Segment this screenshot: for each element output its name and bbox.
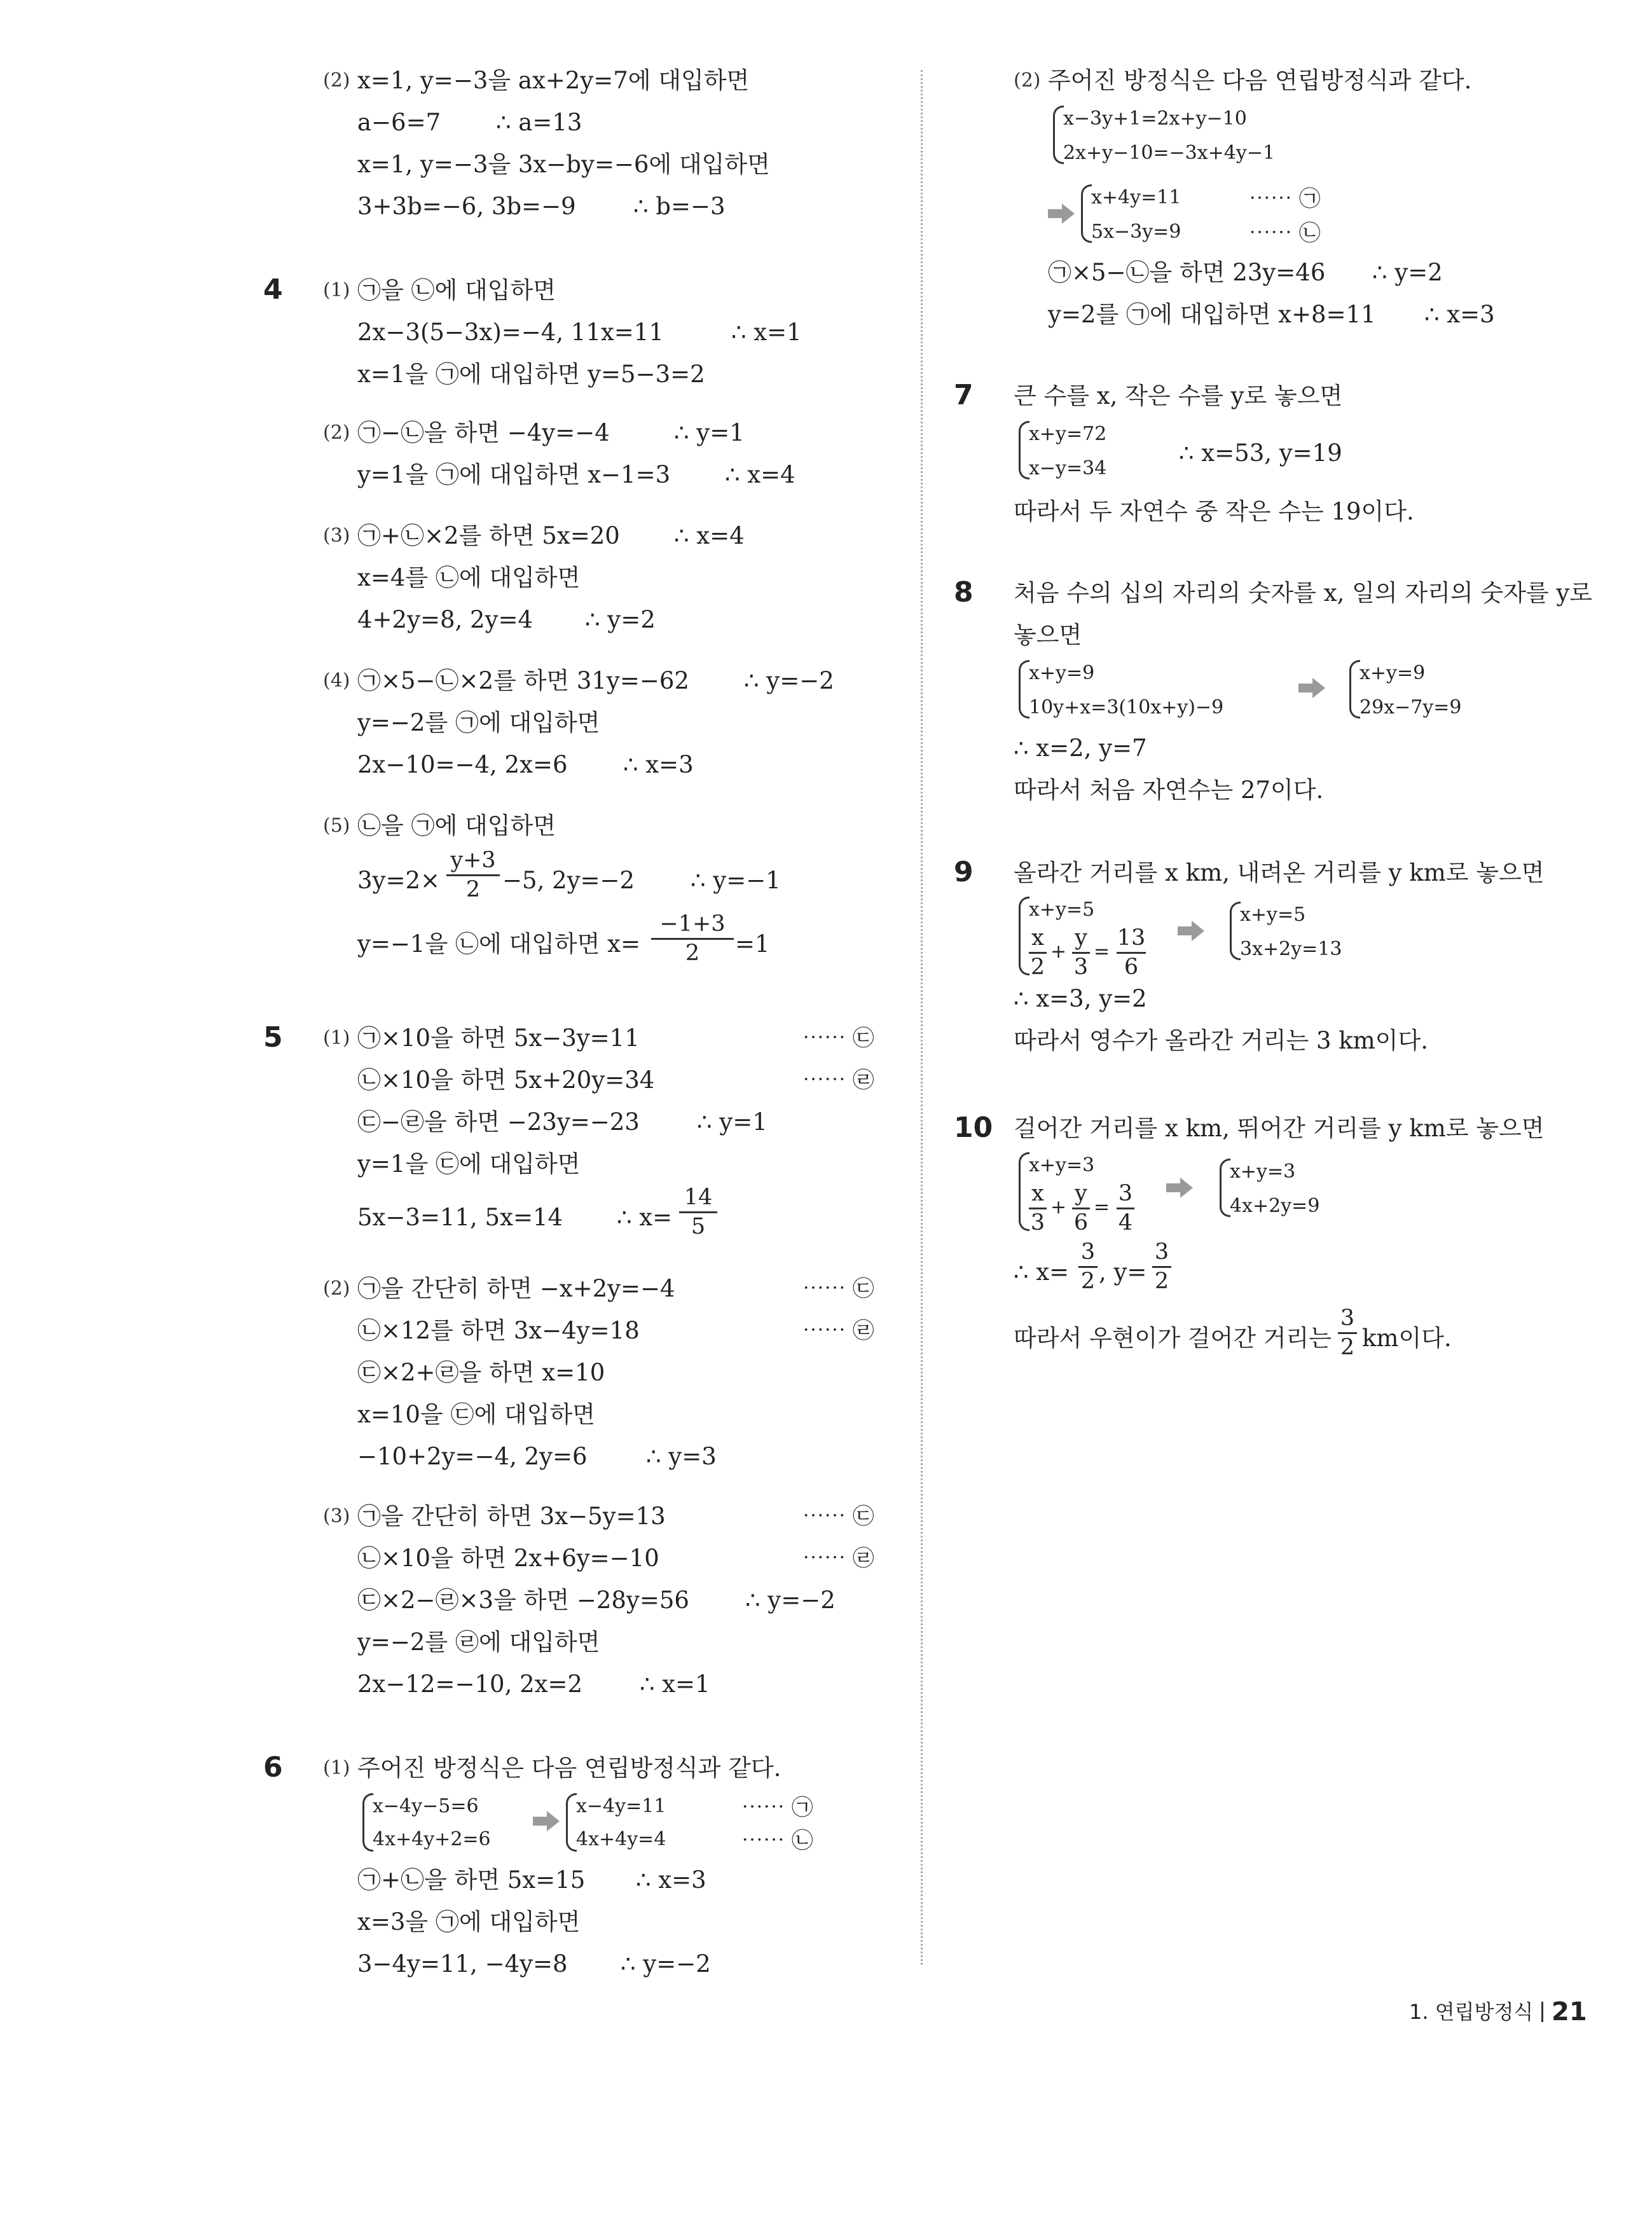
- solution-line: 놓으면: [1014, 621, 1082, 649]
- equation-marker: ⋯⋯ ㉠: [1249, 186, 1321, 212]
- chapter-title: 1. 연립방정식: [1409, 2000, 1534, 2024]
- solution-result: ∴ y=1: [674, 419, 745, 446]
- question-number: 10: [954, 1112, 993, 1144]
- part-number: (1): [323, 1027, 350, 1049]
- solution-line: 큰 수를 x, 작은 수를 y로 놓으면: [1014, 382, 1343, 410]
- equation-marker: ⋯⋯ ㉣: [802, 1068, 874, 1093]
- fraction-numerator: 14: [684, 1185, 713, 1210]
- solution-result: ∴ x=: [617, 1204, 673, 1231]
- solution-line: 따라서 영수가 올라간 거리는 3 km이다.: [1014, 1027, 1429, 1054]
- page-number: 21: [1552, 1997, 1587, 2027]
- equation: x+y=5: [1240, 904, 1306, 926]
- solution-line: ㉡×10을 하면 2x+6y=−10: [357, 1545, 659, 1572]
- equation: x+y=9: [1029, 662, 1095, 684]
- fraction-numerator: 3: [1340, 1305, 1355, 1331]
- equation: x+y=3: [1230, 1160, 1296, 1183]
- solution-result: ∴ x=2, y=7: [1014, 734, 1147, 762]
- solution-result: ∴ y=2: [585, 606, 656, 633]
- fraction-denominator: 2: [1080, 1269, 1096, 1294]
- solution-line: 2x−12=−10, 2x=2: [357, 1670, 583, 1698]
- solution-line: ㉠×5−㉡×2를 하면 31y=−62: [357, 667, 689, 694]
- equation: x+y=9: [1359, 662, 1426, 684]
- fraction: [1152, 1241, 1171, 1293]
- footer-separator: [1541, 2002, 1543, 2022]
- system-brace: [1019, 897, 1029, 975]
- solution-result: ∴ x=53, y=19: [1179, 439, 1342, 467]
- solution-result: ∴ x=4: [674, 522, 745, 549]
- part-number: (3): [323, 1505, 350, 1527]
- equation-marker: ⋯⋯ ㉡: [1249, 221, 1321, 246]
- fraction-denominator: 2: [685, 940, 700, 966]
- solution-result: ∴ y=−2: [744, 667, 834, 694]
- equation: x−3y+1=2x+y−10: [1063, 107, 1247, 130]
- fraction-denominator: 2: [465, 877, 481, 902]
- solution-line: y=−1을 ㉡에 대입하면 x=: [357, 930, 641, 958]
- question-number: 8: [954, 576, 974, 609]
- solution-line: 주어진 방정식은 다음 연립방정식과 같다.: [1048, 67, 1472, 94]
- fraction-denominator: 6: [1124, 954, 1139, 980]
- solution-line: ㉠을 간단히 하면 3x−5y=13: [357, 1503, 666, 1530]
- solution-line: y=−2를 ㉠에 대입하면: [357, 709, 600, 736]
- part-number: (1): [323, 1757, 350, 1779]
- solution-line: 따라서 두 자연수 중 작은 수는 19이다.: [1014, 498, 1414, 525]
- question-number: 4: [263, 273, 283, 306]
- fraction-denominator: 2: [1340, 1335, 1355, 1360]
- system-brace: [566, 1793, 577, 1852]
- equation: 10y+x=3(10x+y)−9: [1029, 696, 1224, 719]
- solution-line: ㉢−㉣을 하면 −23y=−23: [357, 1108, 640, 1136]
- fraction: [679, 1187, 717, 1238]
- fraction-denominator: 3: [1073, 954, 1089, 980]
- solution-result: ∴ x=: [1014, 1258, 1070, 1286]
- solution-line: y=1을 ㉢에 대입하면: [357, 1150, 581, 1178]
- fraction: [1117, 927, 1146, 979]
- solution-result: ∴ x=3: [623, 751, 694, 778]
- solution-result: ∴ x=3: [1424, 301, 1495, 328]
- solution-line: 주어진 방정식은 다음 연립방정식과 같다.: [357, 1754, 781, 1782]
- arrow-right-icon: [1178, 919, 1206, 942]
- solution-line: ㉡×10을 하면 5x+20y=34: [357, 1066, 655, 1094]
- solution-line: 올라간 거리를 x km, 내려온 거리를 y km로 놓으면: [1014, 859, 1545, 886]
- solution-line: ㉠을 간단히 하면 −x+2y=−4: [357, 1275, 675, 1302]
- fraction: [1338, 1307, 1357, 1359]
- fraction-numerator: y+3: [450, 848, 496, 873]
- equation-marker: ⋯⋯ ㉢: [802, 1276, 874, 1302]
- solution-line: a−6=7: [357, 109, 441, 136]
- question-number: 7: [954, 379, 974, 411]
- fraction-denominator: 5: [691, 1214, 706, 1239]
- equation: 3x+2y=13: [1240, 938, 1342, 960]
- part-number: (2): [323, 69, 350, 92]
- solution-result: ∴ y=−2: [621, 1950, 711, 1978]
- system-brace: [1349, 660, 1360, 719]
- part-number: (2): [1014, 69, 1041, 92]
- system-brace: [362, 1793, 373, 1852]
- equation: 5x−3y=9: [1091, 221, 1181, 243]
- equation: x−y=34: [1029, 457, 1107, 479]
- part-number: (2): [323, 1277, 350, 1300]
- solution-result: ∴ y=2: [1372, 259, 1443, 286]
- arrow-right-icon: [1166, 1176, 1194, 1199]
- operator: +: [1050, 1196, 1067, 1218]
- solution-line: 3y=2×: [357, 867, 440, 894]
- solution-result: ∴ a=13: [496, 109, 582, 136]
- fraction: [1117, 1183, 1134, 1234]
- solution-line: ㉠×10을 하면 5x−3y=11: [357, 1024, 640, 1052]
- arrow-right-icon: [533, 1810, 561, 1833]
- fraction-denominator: 3: [1030, 1210, 1045, 1235]
- fraction: [1078, 1241, 1098, 1293]
- fraction-numerator: 3: [1080, 1239, 1096, 1265]
- solution-line: −5, 2y=−2: [502, 867, 635, 894]
- fraction-numerator: 3: [1154, 1239, 1169, 1265]
- solution-line: ㉡×12를 하면 3x−4y=18: [357, 1317, 640, 1344]
- solution-line: x=1, y=−3을 ax+2y=7에 대입하면: [357, 67, 750, 94]
- equation: x−4y=11: [576, 1795, 666, 1817]
- solution-line: ㉠−㉡을 하면 −4y=−4: [357, 419, 610, 446]
- part-number: (2): [323, 422, 350, 444]
- part-number: (4): [323, 670, 350, 692]
- solution-line: x=3을 ㉠에 대입하면: [357, 1908, 581, 1936]
- solution-line: 따라서 처음 자연수는 27이다.: [1014, 776, 1324, 804]
- operator: +: [1050, 940, 1067, 963]
- question-number: 9: [954, 856, 974, 888]
- operator: =: [1094, 940, 1110, 963]
- solution-result: ∴ x=3: [636, 1866, 706, 1894]
- solution-line: 처음 수의 십의 자리의 숫자를 x, 일의 자리의 숫자를 y로: [1014, 579, 1592, 607]
- solution-line: y=2를 ㉠에 대입하면 x+8=11: [1048, 301, 1376, 328]
- solution-line: ㉢×2+㉣을 하면 x=10: [357, 1359, 605, 1386]
- system-brace: [1081, 184, 1092, 243]
- solution-line: ㉡을 ㉠에 대입하면: [357, 812, 556, 839]
- fraction-numerator: 3: [1118, 1181, 1133, 1206]
- equation: x−4y−5=6: [373, 1795, 479, 1817]
- system-brace: [1019, 660, 1029, 719]
- solution-line: y=1을 ㉠에 대입하면 x−1=3: [357, 461, 671, 488]
- equation-marker: ⋯⋯ ㉠: [741, 1795, 813, 1820]
- equation-marker: ⋯⋯ ㉣: [802, 1546, 874, 1571]
- question-number: 5: [263, 1021, 283, 1054]
- solution-line: y=−2를 ㉣에 대입하면: [357, 1628, 600, 1656]
- equation: 4x+2y=9: [1230, 1195, 1320, 1217]
- system-brace: [1019, 421, 1029, 479]
- solution-result: ∴ x=1: [731, 319, 802, 346]
- solution-result: ∴ y=1: [697, 1108, 767, 1136]
- system-brace: [1019, 1152, 1029, 1231]
- equation-marker: ⋯⋯ ㉡: [741, 1828, 813, 1854]
- solution-line: x=1, y=−3을 3x−by=−6에 대입하면: [357, 151, 770, 178]
- solution-line: 4+2y=8, 2y=4: [357, 606, 533, 633]
- part-number: (3): [323, 525, 350, 547]
- equation: x+y=5: [1029, 898, 1095, 921]
- question-number: 6: [263, 1751, 283, 1784]
- equation-marker: ⋯⋯ ㉢: [802, 1504, 874, 1529]
- system-brace: [1230, 902, 1241, 960]
- solution-line: 2x−3(5−3x)=−4, 11x=11: [357, 319, 664, 346]
- solution-result: ∴ y=−2: [745, 1586, 836, 1614]
- fraction-numerator: y: [1075, 925, 1087, 951]
- system-brace: [1220, 1159, 1230, 1217]
- fraction-denominator: 4: [1118, 1210, 1133, 1235]
- equation: 4x+4y+2=6: [373, 1828, 491, 1850]
- fraction-denominator: 2: [1030, 954, 1045, 980]
- solution-result: ∴ y=−1: [691, 867, 781, 894]
- equation-marker: ⋯⋯ ㉣: [802, 1318, 874, 1344]
- solution-result: , y=: [1099, 1258, 1147, 1286]
- equation: x+y=72: [1029, 423, 1107, 445]
- fraction: [1072, 1183, 1090, 1234]
- operator: =: [1094, 1196, 1110, 1218]
- fraction-denominator: 2: [1154, 1269, 1169, 1294]
- arrow-right-icon: [1298, 677, 1326, 699]
- solution-result: ∴ b=−3: [633, 193, 726, 220]
- solution-line: ㉠을 ㉡에 대입하면: [357, 277, 556, 304]
- equation: 2x+y−10=−3x+4y−1: [1063, 142, 1276, 164]
- equation-marker: ⋯⋯ ㉢: [802, 1026, 874, 1051]
- equation: 29x−7y=9: [1359, 696, 1462, 719]
- fraction-numerator: x: [1031, 925, 1044, 951]
- fraction: [446, 850, 500, 901]
- solution-line: ㉢×2−㉣×3을 하면 −28y=56: [357, 1586, 689, 1614]
- fraction-numerator: x: [1031, 1181, 1044, 1206]
- solution-line: km이다.: [1362, 1325, 1452, 1352]
- solution-result: ∴ y=3: [646, 1443, 717, 1470]
- solution-line: −10+2y=−4, 2y=6: [357, 1443, 588, 1470]
- solution-line: ㉠×5−㉡을 하면 23y=46: [1048, 259, 1326, 286]
- column-divider: [921, 70, 923, 1965]
- part-number: (5): [323, 815, 350, 837]
- solution-result: ∴ x=3, y=2: [1014, 985, 1147, 1012]
- solution-line: 걸어간 거리를 x km, 뛰어간 거리를 y km로 놓으면: [1014, 1115, 1545, 1142]
- solution-line: 5x−3=11, 5x=14: [357, 1204, 563, 1231]
- solution-line: =1: [735, 930, 770, 958]
- system-brace: [1053, 106, 1064, 164]
- fraction-denominator: 6: [1073, 1210, 1089, 1235]
- solution-line: x=10을 ㉢에 대입하면: [357, 1401, 595, 1428]
- solution-line: ㉠+㉡×2를 하면 5x=20: [357, 522, 620, 549]
- fraction: [1029, 927, 1047, 979]
- arrow-right-icon: [1048, 202, 1076, 225]
- fraction: [651, 913, 734, 965]
- fraction: [1072, 927, 1090, 979]
- solution-line: 2x−10=−4, 2x=6: [357, 751, 568, 778]
- part-number: (1): [323, 279, 350, 301]
- fraction-numerator: y: [1075, 1181, 1087, 1206]
- equation: x+y=3: [1029, 1154, 1095, 1176]
- solution-result: ∴ x=1: [640, 1670, 710, 1698]
- solution-line: 따라서 우현이가 걸어간 거리는: [1014, 1325, 1332, 1352]
- fraction-numerator: 13: [1117, 925, 1146, 951]
- equation: x+4y=11: [1091, 186, 1181, 209]
- solution-line: 3+3b=−6, 3b=−9: [357, 193, 576, 220]
- fraction-numerator: −1+3: [659, 911, 726, 937]
- equation: 4x+4y=4: [576, 1828, 666, 1850]
- fraction: [1029, 1183, 1047, 1234]
- solution-result: ∴ x=4: [725, 461, 795, 488]
- solution-line: x=4를 ㉡에 대입하면: [357, 564, 581, 591]
- solution-line: 3−4y=11, −4y=8: [357, 1950, 568, 1978]
- solution-line: ㉠+㉡을 하면 5x=15: [357, 1866, 586, 1894]
- solution-line: x=1을 ㉠에 대입하면 y=5−3=2: [357, 361, 705, 388]
